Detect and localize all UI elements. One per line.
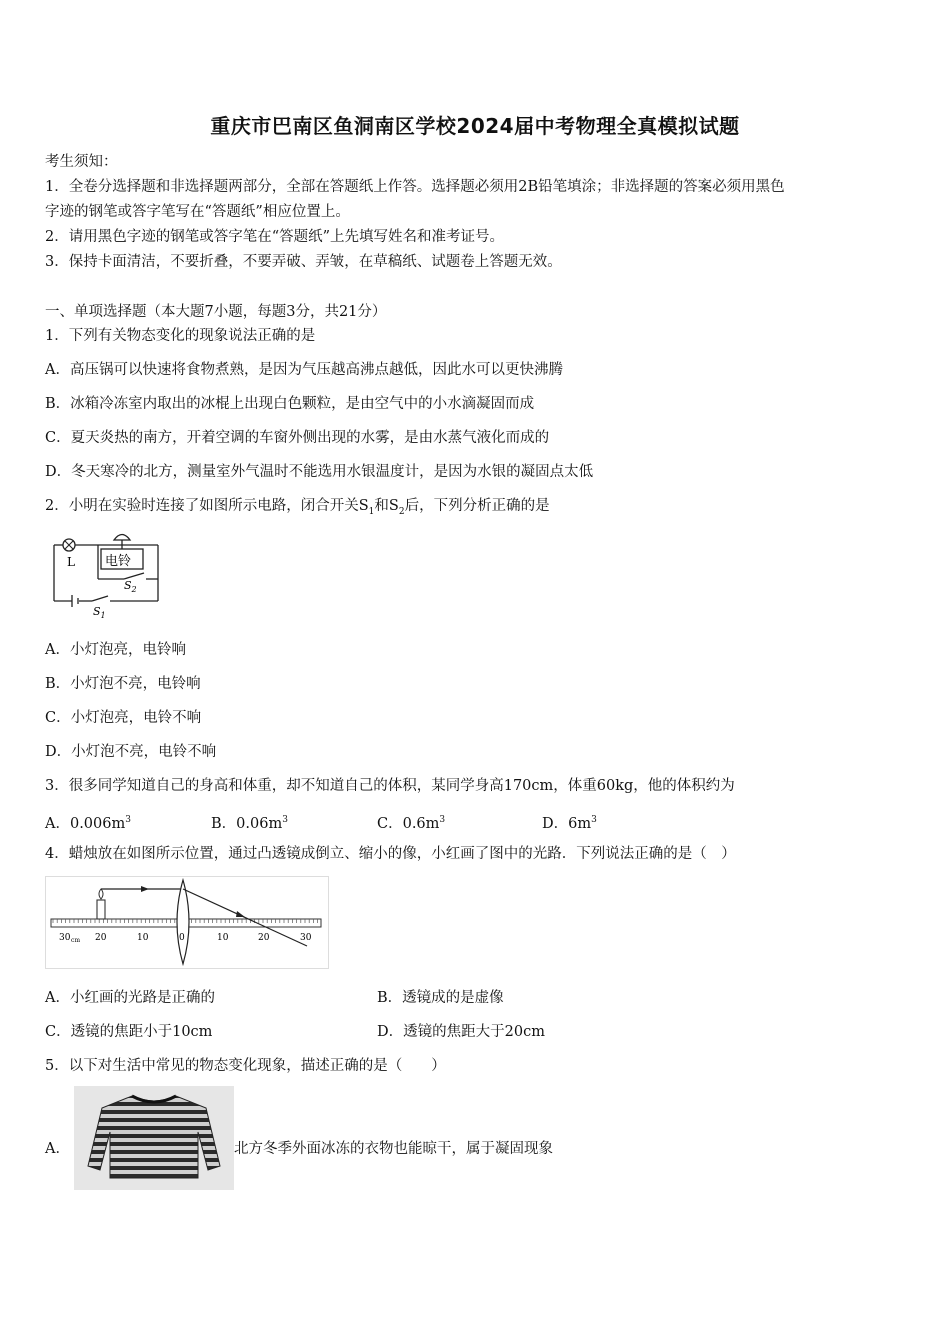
q1-option-c: C．夏天炎热的南方，开着空调的车窗外侧出现的水雾，是由水蒸气液化而成的 [45,430,550,446]
candle-icon [97,900,105,919]
q3-option-b: B．$0.06m^3$ [211,815,288,832]
sweater-image [74,1086,234,1190]
q2-option-c: C．小灯泡亮，电铃不响 [45,710,202,726]
tick-label-30-left: 30 [59,933,71,943]
tick-label-10-left: 10 [137,933,149,943]
tick-label-0: 0 [179,933,185,943]
q2-option-d: D．小灯泡不亮，电铃不响 [45,744,217,760]
notice-item-1-cont: 字迹的钢笔或答字笔写在“答题纸”相应位置上。 [45,204,350,220]
q3-option-a: A．$0.006m^3$ [45,815,131,832]
exam-title: 重庆市巴南区鱼洞南区学校2024届中考物理全真模拟试题 [210,114,740,138]
q1-stem: 1．下列有关物态变化的现象说法正确的是 [45,328,316,344]
q4-stem: 4．蜡烛放在如图所示位置，通过凸透镜成倒立、缩小的像，小红画了图中的光路．下列说法正确的是（ ） [45,846,736,862]
tick-label-20-right: 20 [258,933,270,943]
bell-label: 电铃 [105,554,132,569]
q5-option-a-label: A． [45,1141,70,1157]
s2-label: $S_2$ [124,579,137,594]
section-heading: 一、单项选择题（本大题7小题，每题3分，共21分） [45,304,387,320]
q1-option-a: A．高压锅可以快速将食物煮熟，是因为气压越高沸点越低，因此水可以更快沸腾 [45,362,563,378]
q1-option-b: B．冰箱冷冻室内取出的冰棍上出现白色颗粒，是由空气中的小水滴凝固而成 [45,396,535,412]
notice-heading: 考生须知： [45,154,118,170]
q5-stem: 5．以下对生活中常见的物态变化现象，描述正确的是（ ） [45,1058,446,1074]
q4-option-c: C．透镜的焦距小于10cm [45,1024,213,1040]
q3-stem: 3．很多同学知道自己的身高和体重，却不知道自己的体积，某同学身高170cm，体重60kg，他的体积约为 [45,778,735,794]
convex-lens-icon [177,880,189,964]
q1-option-d: D．冬天寒冷的北方，测量室外气温时不能选用水银温度计，是因为水银的凝固点太低 [45,464,594,480]
lamp-label: L [67,555,75,569]
q2-option-b: B．小灯泡不亮，电铃响 [45,676,201,692]
q3-option-c: C．$0.6m^3$ [377,815,446,832]
q4-option-b: B．透镜成的是虚像 [377,990,504,1006]
q4-option-d: D．透镜的焦距大于20cm [377,1024,545,1040]
lens-diagram [45,876,330,970]
q3-option-d: D．$6m^3$ [542,815,597,832]
tick-label-10-right: 10 [217,933,229,943]
notice-item-1: 1．全卷分选择题和非选择题两部分，全部在答题纸上作答。选择题必须用2B铅笔填涂；非选择题的答案必须用黑色 [45,179,785,195]
s1-label: $S_1$ [93,605,106,620]
q2-stem: 2．小明在实验时连接了如图所示电路，闭合开关$S_1$和$S_2$后，下列分析正确的是 [45,498,550,517]
q2-option-a: A．小灯泡亮，电铃响 [45,642,186,658]
circuit-diagram [48,527,168,622]
notice-item-2: 2．请用黑色字迹的钢笔或答字笔在“答题纸”上先填写姓名和准考证号。 [45,229,505,245]
tick-label-20-left: 20 [95,933,107,943]
q4-option-a: A．小红画的光路是正确的 [45,990,215,1006]
flame-icon [99,889,103,899]
notice-item-3: 3．保持卡面清洁，不要折叠，不要弄破、弄皱，在草稿纸、试题卷上答题无效。 [45,254,562,270]
q5-option-a-text: 北方冬季外面冰冻的衣物也能晾干，属于凝固现象 [234,1141,553,1157]
tick-label-30-right: 30 [300,933,312,943]
unit-label: cm [71,937,81,944]
